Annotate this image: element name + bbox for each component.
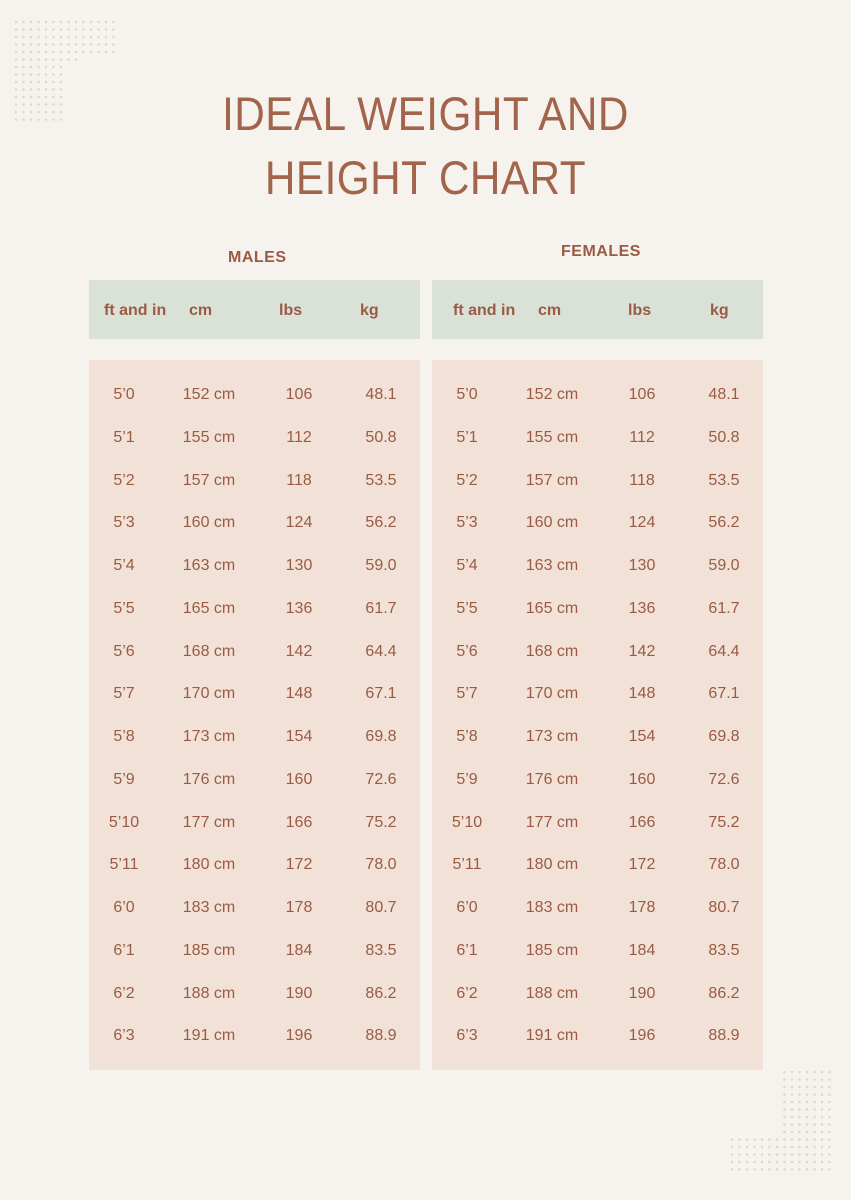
header-ft-and-in: ft and in — [104, 302, 167, 319]
cm-cell: 173 cm — [182, 728, 236, 745]
lbs-cell: 106 — [628, 386, 656, 403]
cm-cell: 165 cm — [182, 599, 236, 617]
kg-cell: 50.8 — [708, 428, 740, 446]
cm-cell: 152 cm — [182, 386, 236, 403]
males-table-row — [89, 1021, 420, 1051]
females-table-row — [432, 979, 763, 1009]
ft-in-cell: 5’1 — [456, 428, 478, 446]
lbs-cell: 112 — [286, 428, 312, 446]
kg-cell: 83.5 — [708, 941, 740, 959]
lbs-cell: 154 — [628, 728, 656, 745]
header-lbs: lbs — [279, 302, 303, 319]
cm-cell: 191 cm — [182, 1027, 236, 1045]
header-ft-and-in: ft and in — [453, 302, 516, 319]
ft-in-cell: 5’4 — [456, 557, 478, 574]
header-lbs: lbs — [628, 302, 652, 319]
males-table-row — [89, 765, 420, 795]
lbs-cell: 196 — [285, 1027, 313, 1045]
cm-cell: 185 cm — [182, 941, 236, 959]
males-table-row — [89, 850, 420, 880]
lbs-cell: 178 — [285, 899, 313, 916]
males-table-row — [89, 551, 420, 581]
ft-in-cell: 5’6 — [456, 642, 478, 660]
lbs-cell: 148 — [628, 685, 656, 703]
females-table-row — [432, 637, 763, 667]
cm-cell: 177 cm — [525, 813, 579, 831]
males-table-row — [89, 722, 420, 752]
header-kg: kg — [360, 302, 379, 319]
females-table-row — [432, 423, 763, 453]
lbs-cell: 130 — [285, 557, 313, 574]
lbs-cell: 124 — [628, 514, 656, 532]
title-line-2: HEIGHT CHART — [264, 151, 587, 204]
cm-cell: 165 cm — [525, 599, 579, 617]
title-line-1: IDEAL WEIGHT AND — [222, 87, 629, 140]
cm-cell: 170 cm — [525, 685, 579, 703]
ft-in-cell: 5’1 — [113, 428, 135, 446]
lbs-cell: 154 — [285, 728, 313, 745]
lbs-cell: 124 — [285, 514, 313, 532]
kg-cell: 61.7 — [708, 599, 740, 617]
cm-cell: 177 cm — [182, 813, 236, 831]
kg-cell: 69.8 — [708, 728, 740, 745]
males-table-row — [89, 893, 420, 923]
ft-in-cell: 6’2 — [113, 984, 135, 1002]
cm-cell: 155 cm — [182, 428, 236, 446]
females-table-row — [432, 380, 763, 410]
males-table-row — [89, 637, 420, 667]
lbs-cell: 178 — [628, 899, 656, 916]
cm-cell: 160 cm — [525, 514, 579, 532]
ft-in-cell: 5’10 — [451, 813, 483, 831]
cm-cell: 176 cm — [182, 770, 236, 788]
ft-in-cell: 6’3 — [113, 1027, 135, 1045]
kg-cell: 75.2 — [708, 813, 740, 831]
lbs-cell: 142 — [285, 642, 313, 660]
kg-cell: 56.2 — [365, 514, 397, 532]
kg-cell: 69.8 — [365, 728, 397, 745]
lbs-cell: 160 — [628, 770, 656, 788]
cm-cell: 188 cm — [525, 984, 579, 1002]
lbs-cell: 148 — [285, 685, 313, 703]
header-kg: kg — [710, 302, 729, 319]
cm-cell: 157 cm — [525, 471, 579, 489]
males-table-header — [89, 280, 420, 339]
cm-cell: 155 cm — [525, 428, 579, 446]
header-cm: cm — [538, 302, 562, 319]
kg-cell: 78.0 — [365, 856, 397, 874]
cm-cell: 180 cm — [182, 856, 236, 874]
females-table-row — [432, 594, 763, 624]
females-table-row — [432, 722, 763, 752]
females-table-body — [432, 360, 763, 1070]
males-table-row — [89, 979, 420, 1009]
cm-cell: 183 cm — [525, 899, 579, 916]
kg-cell: 80.7 — [708, 899, 740, 916]
cm-cell: 168 cm — [182, 642, 236, 660]
kg-cell: 61.7 — [365, 599, 397, 617]
kg-cell: 83.5 — [365, 941, 397, 959]
males-table-body — [89, 360, 420, 1070]
males-table-row — [89, 936, 420, 966]
kg-cell: 59.0 — [365, 557, 397, 574]
lbs-cell: 184 — [285, 941, 313, 959]
kg-cell: 86.2 — [365, 984, 397, 1002]
kg-cell: 53.5 — [365, 471, 397, 489]
lbs-cell: 106 — [285, 386, 313, 403]
males-table-row — [89, 508, 420, 538]
females-table-row — [432, 508, 763, 538]
cm-cell: 185 cm — [525, 941, 579, 959]
lbs-cell: 112 — [629, 428, 655, 446]
ft-in-cell: 5’5 — [456, 599, 478, 617]
lbs-cell: 130 — [628, 557, 656, 574]
cm-cell: 163 cm — [182, 557, 236, 574]
ft-in-cell: 5’9 — [456, 770, 478, 788]
males-table-row — [89, 679, 420, 709]
cm-cell: 188 cm — [182, 984, 236, 1002]
ft-in-cell: 5’0 — [456, 386, 478, 403]
kg-cell: 72.6 — [365, 770, 397, 788]
cm-cell: 152 cm — [525, 386, 579, 403]
cm-cell: 176 cm — [525, 770, 579, 788]
lbs-cell: 172 — [285, 856, 313, 874]
females-table-row — [432, 679, 763, 709]
ft-in-cell: 5’7 — [456, 685, 478, 703]
ft-in-cell: 5’3 — [113, 514, 135, 532]
lbs-cell: 196 — [628, 1027, 656, 1045]
cm-cell: 163 cm — [525, 557, 579, 574]
cm-cell: 183 cm — [182, 899, 236, 916]
lbs-cell: 166 — [285, 813, 313, 831]
kg-cell: 64.4 — [708, 642, 740, 660]
cm-cell: 160 cm — [182, 514, 236, 532]
females-label: FEMALES — [561, 243, 641, 260]
ft-in-cell: 5’2 — [113, 471, 135, 489]
kg-cell: 72.6 — [708, 770, 740, 788]
males-label: MALES — [228, 249, 287, 266]
lbs-cell: 118 — [629, 471, 655, 489]
lbs-cell: 118 — [286, 471, 312, 489]
males-table-row — [89, 423, 420, 453]
lbs-cell: 166 — [628, 813, 656, 831]
kg-cell: 86.2 — [708, 984, 740, 1002]
kg-cell: 64.4 — [365, 642, 397, 660]
lbs-cell: 172 — [628, 856, 656, 874]
males-table-row — [89, 594, 420, 624]
kg-cell: 48.1 — [708, 386, 740, 403]
kg-cell: 56.2 — [708, 514, 740, 532]
cm-cell: 157 cm — [182, 471, 236, 489]
kg-cell: 67.1 — [365, 685, 397, 703]
lbs-cell: 136 — [285, 599, 313, 617]
ft-in-cell: 5’4 — [113, 557, 135, 574]
ft-in-cell: 6’0 — [113, 899, 135, 916]
lbs-cell: 190 — [628, 984, 656, 1002]
females-table-header — [432, 280, 763, 339]
cm-cell: 168 cm — [525, 642, 579, 660]
page-title — [0, 82, 851, 210]
lbs-cell: 160 — [285, 770, 313, 788]
males-table-row — [89, 466, 420, 496]
females-table-row — [432, 893, 763, 923]
kg-cell: 88.9 — [708, 1027, 740, 1045]
dot-grid-graphic — [728, 1068, 838, 1173]
header-cm: cm — [189, 302, 213, 319]
lbs-cell: 136 — [628, 599, 656, 617]
kg-cell: 59.0 — [708, 557, 740, 574]
ft-in-cell: 6’3 — [456, 1027, 478, 1045]
kg-cell: 80.7 — [365, 899, 397, 916]
ft-in-cell: 5’2 — [456, 471, 478, 489]
kg-cell: 50.8 — [365, 428, 397, 446]
ft-in-cell: 5’10 — [108, 813, 140, 831]
lbs-cell: 190 — [285, 984, 313, 1002]
cm-cell: 170 cm — [182, 685, 236, 703]
ft-in-cell: 6’1 — [113, 941, 135, 959]
kg-cell: 67.1 — [708, 685, 740, 703]
ft-in-cell: 6’2 — [456, 984, 478, 1002]
ft-in-cell: 5’0 — [113, 386, 135, 403]
ft-in-cell: 5’5 — [113, 599, 135, 617]
kg-cell: 88.9 — [365, 1027, 397, 1045]
females-table-row — [432, 936, 763, 966]
females-table-row — [432, 850, 763, 880]
kg-cell: 78.0 — [708, 856, 740, 874]
females-table-row — [432, 1021, 763, 1051]
females-table-row — [432, 808, 763, 838]
ft-in-cell: 5’11 — [452, 856, 482, 874]
females-table-row — [432, 551, 763, 581]
females-table-row — [432, 466, 763, 496]
lbs-cell: 142 — [628, 642, 656, 660]
females-table-row — [432, 765, 763, 795]
ft-in-cell: 5’8 — [456, 728, 478, 745]
males-table-row — [89, 380, 420, 410]
kg-cell: 48.1 — [365, 386, 397, 403]
cm-cell: 180 cm — [525, 856, 579, 874]
kg-cell: 75.2 — [365, 813, 397, 831]
ft-in-cell: 6’1 — [456, 941, 478, 959]
cm-cell: 173 cm — [525, 728, 579, 745]
ft-in-cell: 6’0 — [456, 899, 478, 916]
kg-cell: 53.5 — [708, 471, 740, 489]
cm-cell: 191 cm — [525, 1027, 579, 1045]
ft-in-cell: 5’7 — [113, 685, 135, 703]
ft-in-cell: 5’6 — [113, 642, 135, 660]
lbs-cell: 184 — [628, 941, 656, 959]
ft-in-cell: 5’9 — [113, 770, 135, 788]
ft-in-cell: 5’8 — [113, 728, 135, 745]
ft-in-cell: 5’3 — [456, 514, 478, 532]
males-table-row — [89, 808, 420, 838]
ft-in-cell: 5’11 — [109, 856, 139, 874]
decorative-dot-pattern-bottom-right — [728, 1068, 838, 1173]
